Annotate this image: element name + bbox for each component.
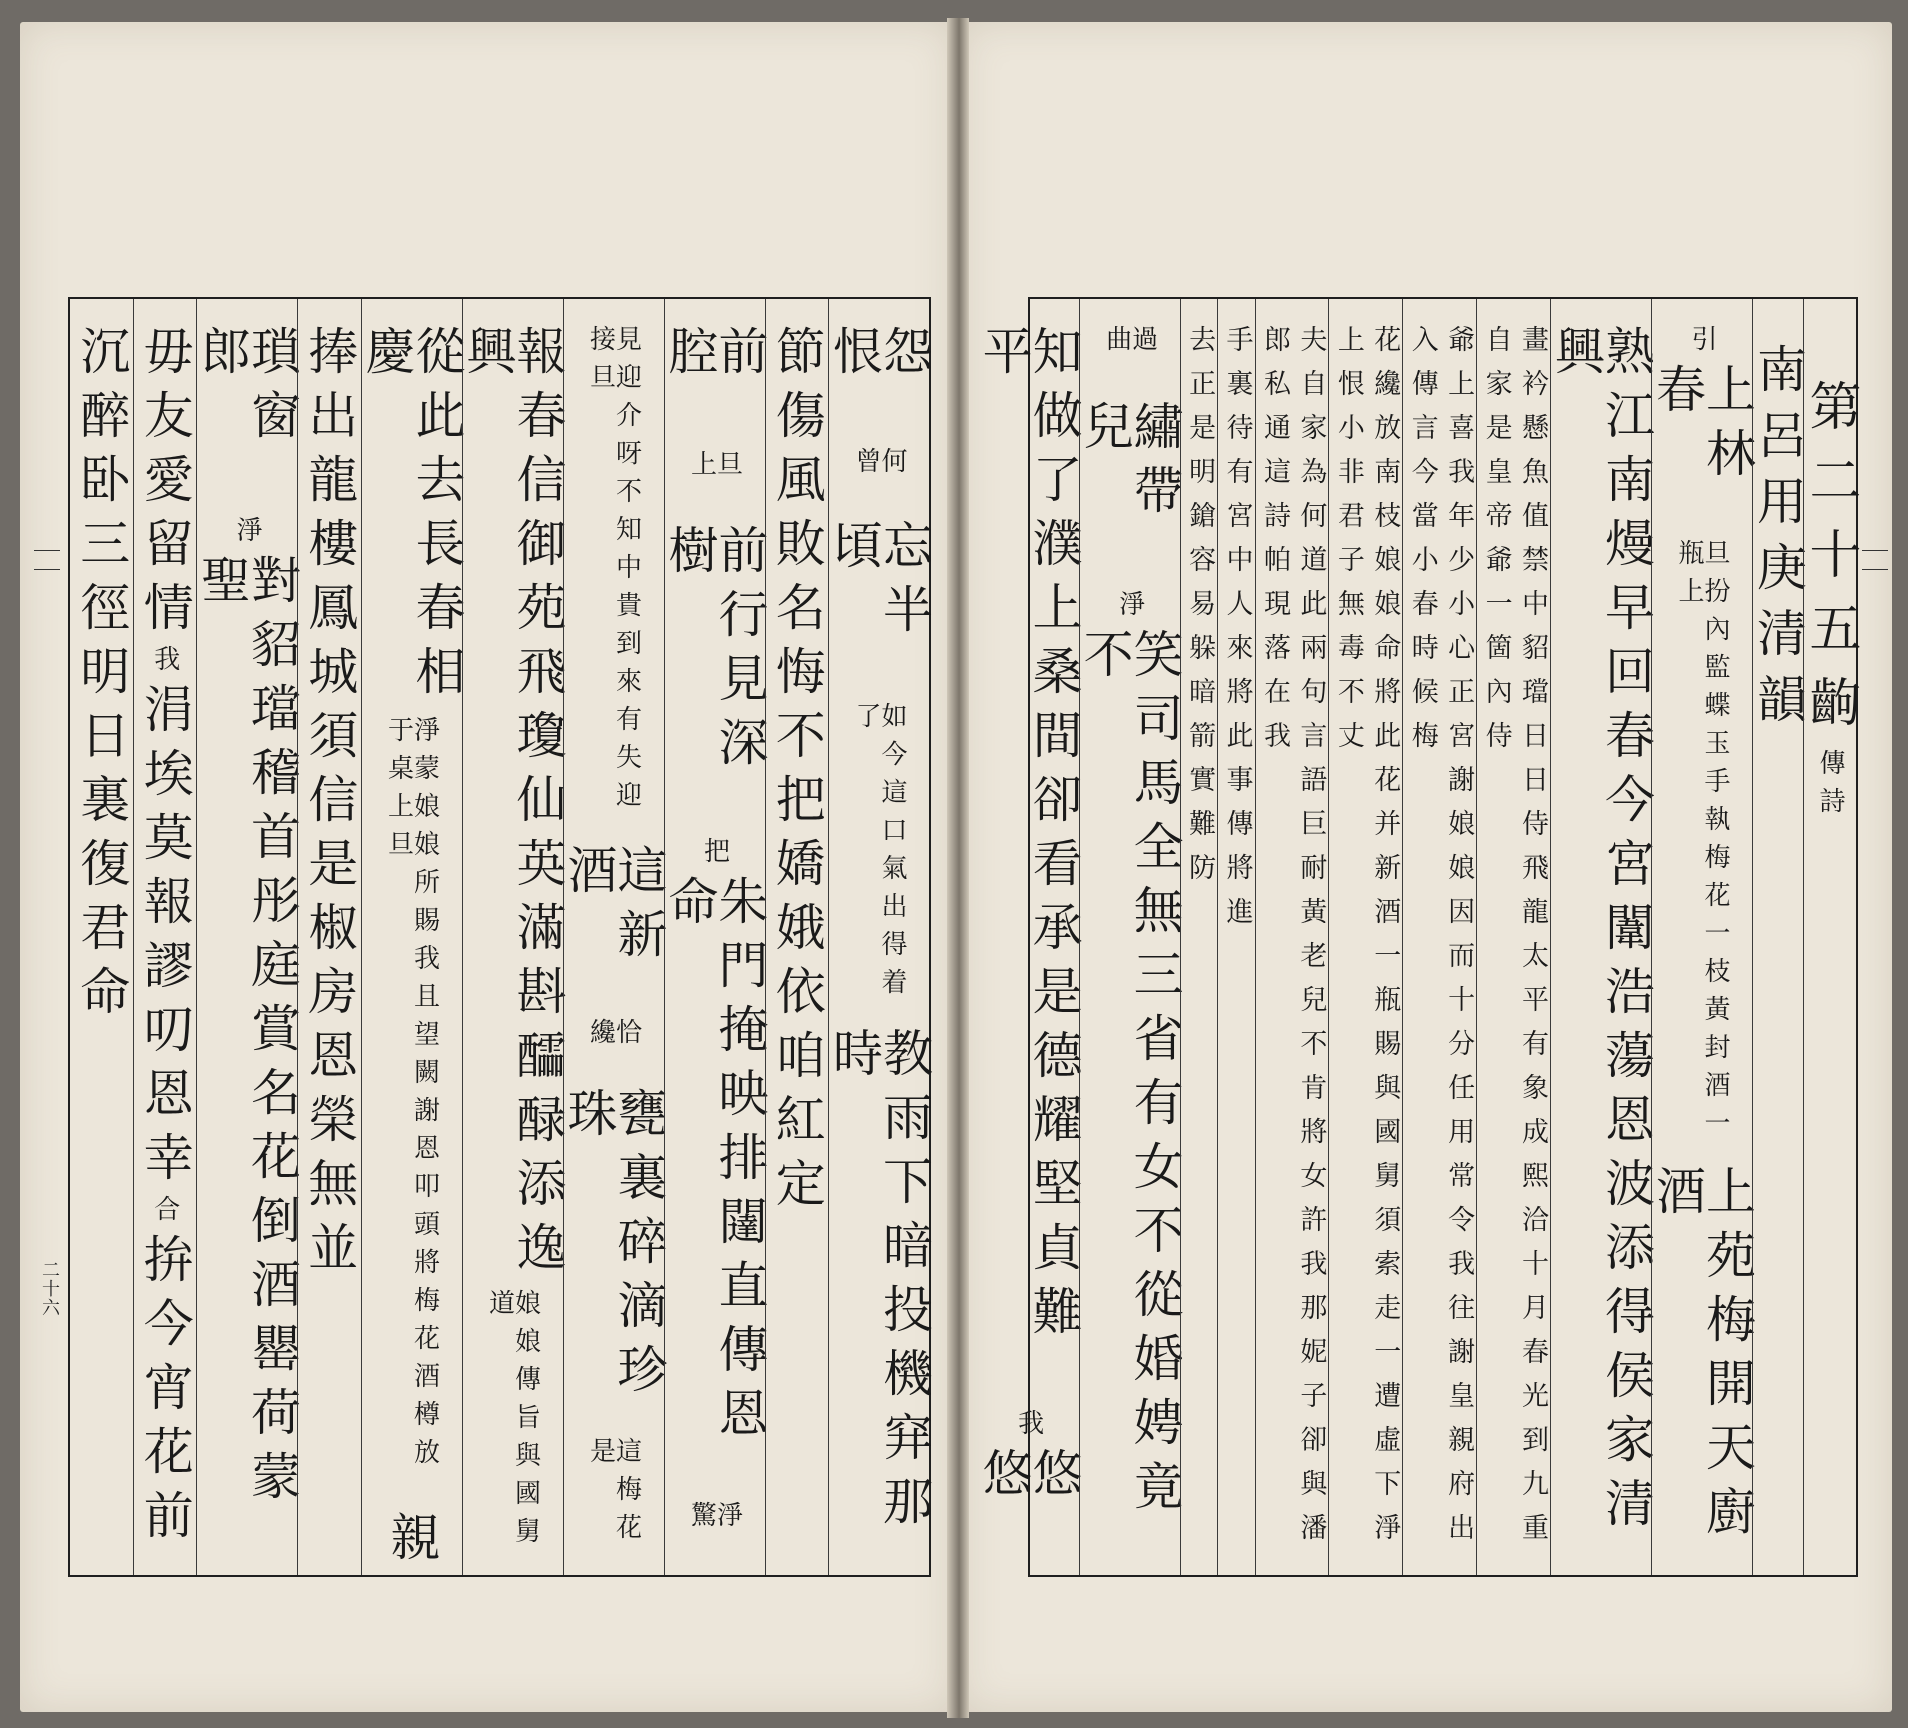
main-text: 沉醉卧三徑明日裏復君命 bbox=[72, 325, 131, 1029]
left-text-column bbox=[765, 299, 829, 1575]
book-spine bbox=[947, 18, 969, 1718]
main-text: 對貂璫稽首彤庭賞名花倒酒罌荷蒙聖 bbox=[193, 554, 301, 1515]
annotation-text: 這梅花是 bbox=[585, 1436, 642, 1551]
left-text-column bbox=[193, 299, 301, 1575]
main-text: 繡帶兒 bbox=[1075, 400, 1184, 529]
left-text-column bbox=[133, 299, 197, 1575]
left-columns bbox=[70, 299, 933, 1575]
main-text: 忘半頃 bbox=[825, 519, 933, 648]
annotation-text: 夫自家為何道此兩句言語巨耐黃老兒不肯將女許我那妮子卻與潘郎私通這詩帕現落在我 bbox=[1258, 325, 1327, 1557]
main-text: 前腔 bbox=[660, 325, 769, 389]
annotation-text: 我 bbox=[1013, 1409, 1044, 1448]
left-text-column bbox=[458, 299, 567, 1575]
right-fold-mark bbox=[1862, 550, 1888, 551]
annotation-text: 合 bbox=[149, 1195, 180, 1233]
main-text: 涓埃莫報謬叨恩幸 bbox=[135, 683, 194, 1195]
main-text: 笑司馬全無三省有女不從婚娉竟不 bbox=[1075, 627, 1184, 1524]
left-text-column bbox=[297, 299, 361, 1575]
annotation-text: 過曲 bbox=[1101, 325, 1158, 363]
main-text: 前行見深樹 bbox=[660, 524, 769, 781]
right-text-frame bbox=[974, 297, 1860, 1577]
annotation-text: 爺上喜我年少小心正宮謝娘娘因而十分任用常令我往謝皇親府出入傳言今當小春時候梅 bbox=[1406, 325, 1475, 1557]
annotation-text: 我 bbox=[149, 645, 180, 683]
right-text-column bbox=[1476, 299, 1550, 1575]
main-text: 知做了濮上桑間卻看承是德耀堅貞難平 bbox=[974, 325, 1083, 1349]
right-text-column bbox=[1255, 299, 1329, 1575]
right-text-column bbox=[1648, 299, 1756, 1575]
main-text: 教雨下暗投機穽那時 bbox=[825, 1027, 933, 1540]
annotation-text: 娘娘傳旨與國舅道 bbox=[484, 1288, 541, 1555]
annotation-text: 淨蒙娘娘所賜我且望闕謝恩叩頭將梅花酒樽放于桌上旦 bbox=[383, 715, 440, 1476]
annotation-text: 淨驚 bbox=[686, 1500, 743, 1539]
annotation-text: 見迎介呀不知中貴到來有失迎接旦 bbox=[585, 325, 642, 819]
left-text-column bbox=[70, 299, 133, 1575]
right-text-column bbox=[974, 299, 1083, 1575]
right-columns bbox=[974, 299, 1860, 1575]
left-fold-mark bbox=[34, 550, 60, 551]
left-text-column bbox=[357, 299, 466, 1575]
chapter-title: 第二十五齣 bbox=[1800, 379, 1860, 749]
main-text: 拚今宵花前 bbox=[135, 1233, 194, 1553]
annotation-text: 旦扮內監蝶玉手執梅花一枝黃封酒一瓶上 bbox=[1674, 538, 1730, 1147]
main-text: 這新酒 bbox=[559, 843, 668, 972]
right-text-column bbox=[1328, 299, 1402, 1575]
annotation-text: 引 bbox=[1687, 325, 1717, 363]
right-text-column bbox=[1075, 299, 1184, 1575]
main-text: 瑣窗郎 bbox=[193, 325, 301, 453]
main-text: 從此去長春相慶 bbox=[357, 325, 466, 709]
main-text: 朱門掩映排闥直傳恩命 bbox=[660, 875, 769, 1452]
main-text: 悠悠 bbox=[974, 1447, 1083, 1512]
main-text: 熟江南熳早回春今宮闈浩蕩恩波添得侯家清興 bbox=[1547, 325, 1655, 1541]
rhyme-note: 南呂用庚清韻 bbox=[1749, 343, 1807, 739]
main-text: 親 bbox=[382, 1511, 441, 1575]
annotation-text: 畫衿懸魚值禁中貂璫日日侍飛龍太平有象成熙洽十月春光到九重自家是皇帝爺一箇內侍 bbox=[1480, 325, 1548, 1557]
left-text-frame bbox=[68, 297, 931, 1577]
main-text: 怨恨 bbox=[825, 325, 933, 389]
annotation-text: 何曾 bbox=[851, 446, 907, 485]
right-text-column bbox=[1217, 299, 1254, 1575]
annotation-text: 恰纔 bbox=[585, 1018, 642, 1057]
main-text: 節傷風敗名悔不把嬌娥依咱紅定 bbox=[767, 325, 826, 1221]
main-text: 報春信御苑飛瓊仙英滿斟醽醁添逸興 bbox=[458, 325, 567, 1285]
right-text-column bbox=[1180, 299, 1217, 1575]
chapter-title-tag: 傳詩 bbox=[1815, 749, 1845, 825]
right-text-column bbox=[1402, 299, 1476, 1575]
annotation-text: 手裏待有宮中人來將此事傳將進 bbox=[1221, 325, 1253, 941]
main-text: 上林春 bbox=[1648, 363, 1756, 491]
left-text-column bbox=[559, 299, 668, 1575]
chapter-title-column bbox=[1800, 299, 1860, 1575]
left-text-column bbox=[660, 299, 769, 1575]
main-text: 上苑梅開天廚酒 bbox=[1648, 1164, 1756, 1549]
main-text: 毋友愛留情 bbox=[135, 325, 194, 645]
author-column bbox=[1749, 299, 1807, 1575]
left-text-column bbox=[825, 299, 933, 1575]
annotation-text: 淨 bbox=[232, 516, 262, 555]
right-text-column bbox=[1547, 299, 1655, 1575]
annotation-text: 把 bbox=[699, 837, 730, 876]
annotation-text: 如今這口氣出得着了 bbox=[851, 701, 907, 1006]
page-number: 二十六 bbox=[39, 1260, 60, 1317]
annotation-text: 淨 bbox=[1114, 589, 1145, 628]
main-text: 捧出龍樓鳳城須信是椒房恩榮無並 bbox=[300, 325, 359, 1285]
annotation-text: 去正是明鎗容易躲暗箭實難防 bbox=[1184, 325, 1216, 897]
main-text: 甕裏碎滴珍珠 bbox=[559, 1087, 668, 1408]
annotation-text: 花纔放南枝娘娘命將此花并新酒一瓶賜與國舅須索走一遭虛下淨上恨小非君子無毒不丈 bbox=[1332, 325, 1401, 1557]
annotation-text: 旦上 bbox=[686, 450, 743, 489]
